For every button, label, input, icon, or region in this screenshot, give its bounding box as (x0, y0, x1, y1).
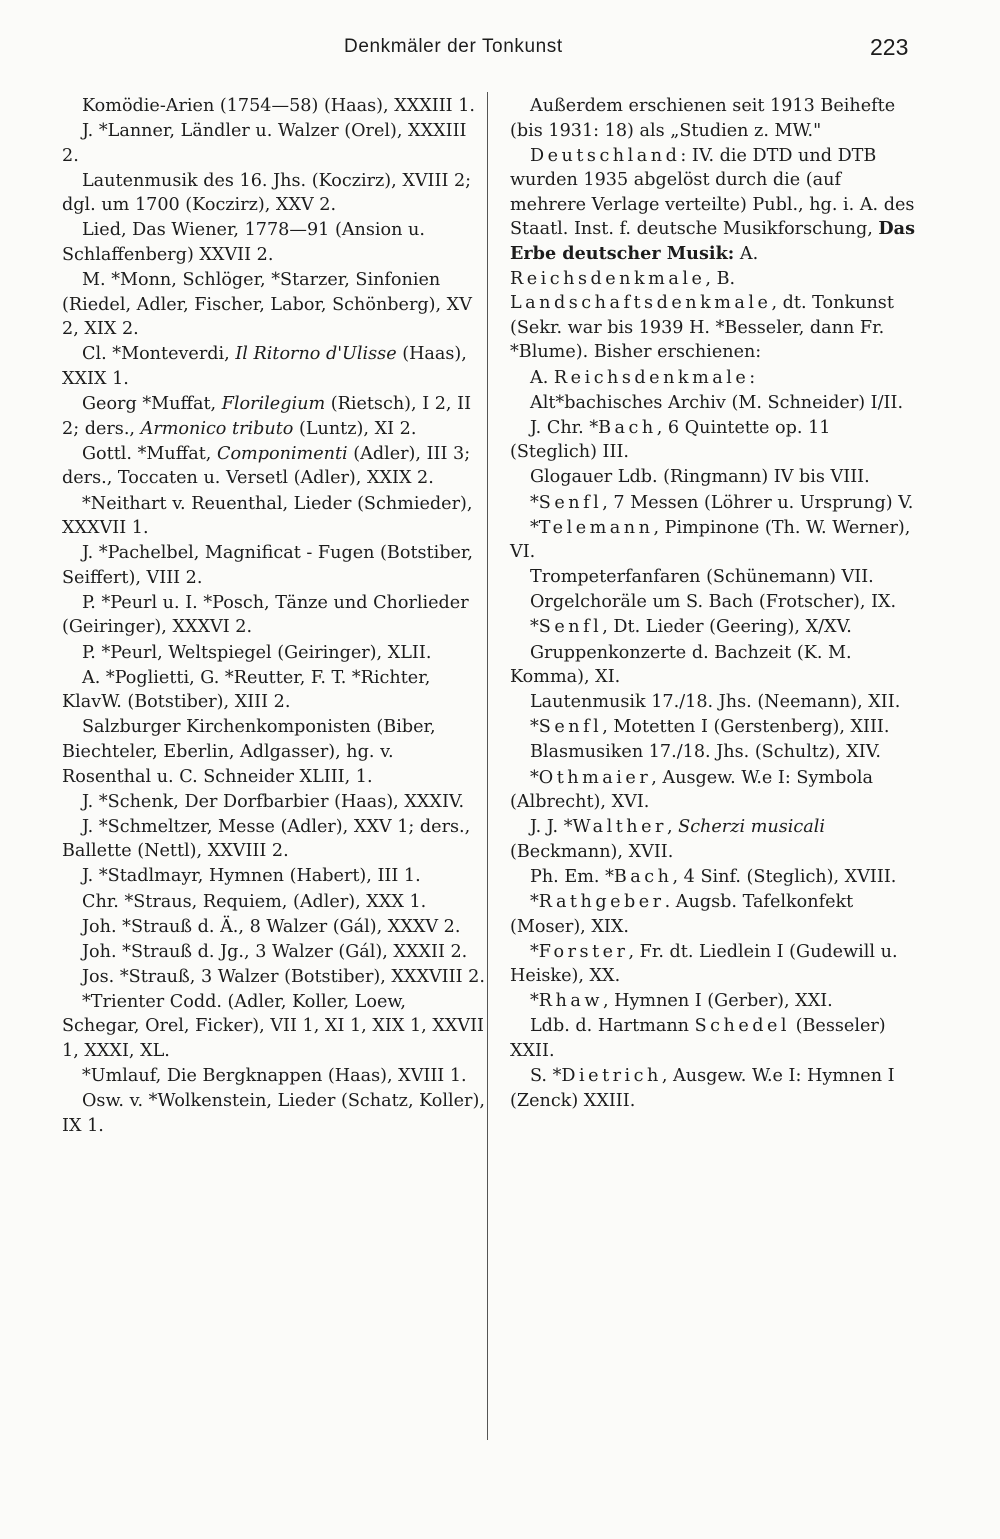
entry-text: A. (734, 244, 759, 265)
index-entry-gruppenkonzerte (510, 641, 922, 690)
index-entry-dietrich (510, 1064, 922, 1113)
entry-text: * (530, 892, 539, 912)
entry-text: Das Erbe deutscher Musik: (510, 218, 915, 265)
entry-text: Joh. *Strauß d. Ä., 8 Walzer (Gál), XXXV 2. (82, 916, 461, 937)
entry-text: Reichsdenkmale (510, 268, 706, 289)
index-entry-forster (510, 940, 922, 989)
entry-text: , B. (705, 268, 736, 289)
index-entry-bach-phem (510, 865, 922, 890)
index-entry-lautenmusik-17 (510, 690, 922, 715)
entry-text: * (530, 941, 539, 962)
entry-text: (Beckmann), XVII. (510, 841, 674, 862)
index-entry-schedel (510, 1014, 922, 1063)
entry-text: Trompeterfanfaren (Schünemann) VII. (530, 567, 874, 588)
entry-text: , Ausgew. W.e I: Hymnen I (Zenck) XXIII. (510, 1066, 895, 1111)
entry-text: * (530, 517, 539, 538)
entry-text: Armonico tributo (140, 418, 294, 439)
index-entry-poglietti (62, 666, 488, 715)
entry-text: Chr. *Straus, Requiem, (Adler), XXX 1. (82, 891, 427, 912)
entry-text: Bach (613, 866, 673, 887)
entry-text: Senfl (538, 717, 603, 738)
entry-text: Schedel (694, 1016, 791, 1037)
index-entry-trienter (62, 990, 488, 1064)
entry-text: J. *Pachelbel, Magnificat - Fugen (Botstiber, Seiffert), VIII 2. (62, 543, 473, 588)
index-entry-strauss-aelter (62, 915, 488, 940)
index-entry-bach-jchr (510, 416, 922, 465)
entry-text: Florilegium (221, 394, 326, 415)
entry-text: Senfl (538, 617, 603, 638)
entry-text: * (530, 617, 539, 638)
index-entry-umlauf (62, 1064, 488, 1089)
entry-text: Gottl. *Muffat, (82, 443, 217, 464)
index-entry-walther (510, 815, 922, 864)
index-entry-muffat-gottl (62, 442, 488, 491)
index-entry-senfl-messen (510, 491, 922, 516)
index-entry-lied-wiener (62, 218, 488, 267)
entry-text: M. *Monn, Schlöger, *Starzer, Sinfonien (Riedel, Adler, Fischer, Labor, Schönberg), XV 2, XIX 2. (62, 270, 472, 340)
index-entry-salzburger (62, 715, 488, 789)
entry-text: J. *Schmeltzer, Messe (Adler), XXV 1; ders., Ballette (Nettl), XXVIII 2. (62, 816, 471, 862)
left-column (62, 94, 488, 1139)
entry-text: Othmaier (538, 767, 652, 788)
entry-text: *Trienter Codd. (Adler, Koller, Loew, Schegar, Orel, Ficker), VII 1, XI 1, XIX 1, XXVII 1, XXXI, XL. (62, 991, 484, 1062)
entry-text: *Neithart v. Reuenthal, Lieder (Schmieder), XXXVII 1. (62, 493, 473, 539)
entry-text: J. Chr. * (530, 417, 599, 438)
index-entry-straus (62, 890, 488, 915)
index-entry-wolkenstein (62, 1089, 488, 1138)
entry-text: Rhaw (538, 991, 603, 1012)
entry-text: Lautenmusik 17./18. Jhs. (Neemann), XII. (530, 692, 901, 713)
index-entry-deutschland (510, 144, 922, 365)
entry-text: , Ausgew. W.e I: Symbola (Albrecht), XVI. (510, 767, 874, 813)
index-entry-senfl-lieder (510, 615, 922, 640)
index-entry-pachelbel (62, 541, 488, 590)
entry-text: , 7 Messen (Löhrer u. Ursprung) V. (602, 492, 914, 513)
entry-text: (Luntz), XI 2. (293, 418, 417, 439)
entry-text: * (530, 991, 539, 1012)
index-entry-orgelchoraele (510, 590, 922, 615)
entry-text: J. *Stadlmayr, Hymnen (Habert), III 1. (82, 866, 421, 887)
index-entry-schmeltzer (62, 815, 488, 864)
entry-text: Senfl (538, 492, 603, 513)
column-divider (487, 92, 488, 1440)
index-entry-strauss-jos (62, 965, 488, 990)
index-entry-beihefte (510, 94, 922, 143)
entry-text: Dietrich (561, 1066, 662, 1087)
entry-text: (Rietsch), I 2, II 2; ders., (62, 394, 472, 439)
entry-text: Lautenmusik des 16. Jhs. (Koczirz), XVIII 2; dgl. um 1700 (Koczirz), XXV 2. (62, 170, 472, 216)
entry-text: * (530, 492, 539, 513)
index-entry-lanner (62, 119, 488, 168)
entry-text: * (530, 767, 539, 788)
entry-text: * (530, 717, 539, 738)
entry-text: Jos. *Strauß, 3 Walzer (Botstiber), XXXVIII 2. (82, 966, 485, 987)
index-entry-strauss-juenger (62, 940, 488, 965)
entry-text: , Hymnen I (Gerber), XXI. (602, 991, 833, 1012)
entry-text: *Umlauf, Die Bergknappen (Haas), XVIII 1. (82, 1066, 467, 1087)
index-entry-telemann (510, 516, 922, 565)
index-entry-schenk (62, 790, 488, 815)
entry-text: Komödie-Arien (1754—58) (Haas), XXXIII 1. (82, 96, 476, 116)
index-entry-peurl-posch (62, 591, 488, 640)
entry-text: (Besseler) XXII. (510, 1016, 886, 1062)
index-entry-neithart (62, 492, 488, 541)
entry-text: P. *Peurl u. I. *Posch, Tänze und Chorlieder (Geiringer), XXXVI 2. (62, 592, 469, 638)
entry-text: : IV. die DTD und DTB wurden 1935 abgelöst durch die (auf mehrere Verlage verteilte) Publ., hg. i. A. des Staatl. Inst. f. deutsche Musikforschung, (510, 145, 915, 240)
entry-text: A. *Poglietti, G. *Reutter, F. T. *Richter, KlavW. (Botstiber), XIII 2. (62, 667, 431, 713)
entry-text: , Motetten I (Gerstenberg), XIII. (602, 717, 890, 738)
entry-text: Il Ritorno d'Ulisse (235, 344, 397, 365)
entry-text: , 6 Quintette op. 11 (Steglich) III. (510, 417, 831, 463)
entry-text: Telemann (538, 517, 654, 538)
entry-text: Orgelchoräle um S. Bach (Frotscher), IX. (530, 592, 897, 613)
index-entry-glogauer (510, 465, 922, 490)
entry-text: (Adler), III 3; ders., Toccaten u. Versetl (Adler), XXIX 2. (62, 443, 471, 489)
index-entry-rathgeber (510, 890, 922, 939)
entry-text: Joh. *Strauß d. Jg., 3 Walzer (Gál), XXXII 2. (82, 941, 468, 962)
index-entry-lautenmusik-16 (62, 169, 488, 218)
entry-text: Alt*bachisches Archiv (M. Schneider) I/II. (530, 392, 904, 413)
entry-text: Reichsdenkmale (553, 367, 750, 388)
entry-text: Landschaftsdenkmale (510, 293, 772, 314)
entry-text: Cl. *Monteverdi, (82, 344, 236, 365)
entry-text: Bach (598, 417, 657, 438)
entry-text: , (666, 817, 679, 838)
page-number: 223 (870, 34, 909, 60)
entry-text: Blasmusiken 17./18. Jhs. (Schultz), XIV. (530, 742, 881, 763)
entry-text: , Pimpinone (Th. W. Werner), VI. (510, 517, 911, 563)
entry-text: , Dt. Lieder (Geering), X/XV. (602, 617, 852, 638)
running-title: Denkmäler der Tonkunst (344, 36, 563, 57)
index-entry-senfl-motetten (510, 715, 922, 740)
index-entry-komoedie (62, 94, 488, 119)
index-entry-altbachisches (510, 391, 922, 416)
index-entry-rhaw (510, 989, 922, 1014)
entry-text: Walther (572, 817, 667, 838)
entry-text: Salzburger Kirchenkomponisten (Biber, Biechteler, Eberlin, Adlgasser), hg. v. Rosenthal u. C. Schneider XLIII, 1. (62, 717, 436, 787)
entry-text: J. J. * (530, 817, 573, 838)
entry-text: Gruppenkonzerte d. Bachzeit (K. M. Komma), XI. (510, 642, 852, 688)
entry-text: : (749, 367, 756, 388)
entry-text: P. *Peurl, Weltspiegel (Geiringer), XLII. (82, 642, 432, 663)
index-entry-reichsdenkmale-heading (510, 366, 922, 391)
entry-text: Lied, Das Wiener, 1778—91 (Ansion u. Schlaffenberg) XXVII 2. (62, 220, 425, 266)
entry-text: . Augsb. Tafelkonfekt (Moser), XIX. (510, 892, 854, 937)
entry-text: Georg *Muffat, (82, 394, 222, 415)
entry-text: , dt. Tonkunst (Sekr. war bis 1939 H. *Besseler, dann Fr. *Blume). Bisher erschienen: (510, 293, 894, 363)
entry-text: Außerdem erschienen seit 1913 Beihefte (bis 1931: 18) als „Studien z. MW." (510, 96, 896, 141)
entry-text: S. * (530, 1066, 562, 1087)
right-column (510, 94, 922, 1114)
entry-text: Deutschland (530, 145, 681, 166)
entry-text: J. *Schenk, Der Dorfbarbier (Haas), XXXIV. (82, 791, 465, 812)
entry-text: Rathgeber (538, 892, 665, 912)
entry-text: Forster (538, 941, 629, 962)
index-entry-monteverdi (62, 342, 488, 391)
index-entry-monn (62, 268, 488, 342)
index-entry-othmaier (510, 766, 922, 815)
index-entry-peurl-weltspiegel (62, 641, 488, 666)
entry-text: A. (530, 367, 554, 388)
entry-text: Ldb. d. Hartmann (530, 1016, 695, 1037)
entry-text: , Fr. dt. Liedlein I (Gudewill u. Heiske), XX. (510, 941, 898, 987)
entry-text: Ph. Em. * (530, 866, 614, 887)
entry-text: Scherzi musicali (678, 817, 825, 838)
entry-text: Componimenti (217, 443, 348, 464)
index-entry-blasmusiken (510, 740, 922, 765)
entry-text: J. *Lanner, Ländler u. Walzer (Orel), XXXIII 2. (62, 121, 467, 166)
index-entry-stadlmayr (62, 864, 488, 889)
entry-text: , 4 Sinf. (Steglich), XVIII. (672, 866, 897, 887)
entry-text: (Haas), XXIX 1. (62, 344, 467, 390)
entry-text: Osw. v. *Wolkenstein, Lieder (Schatz, Koller), IX 1. (62, 1091, 485, 1136)
index-entry-muffat-georg (62, 392, 488, 441)
entry-text: Glogauer Ldb. (Ringmann) IV bis VIII. (530, 467, 870, 488)
index-entry-trompeterfanfaren (510, 565, 922, 590)
